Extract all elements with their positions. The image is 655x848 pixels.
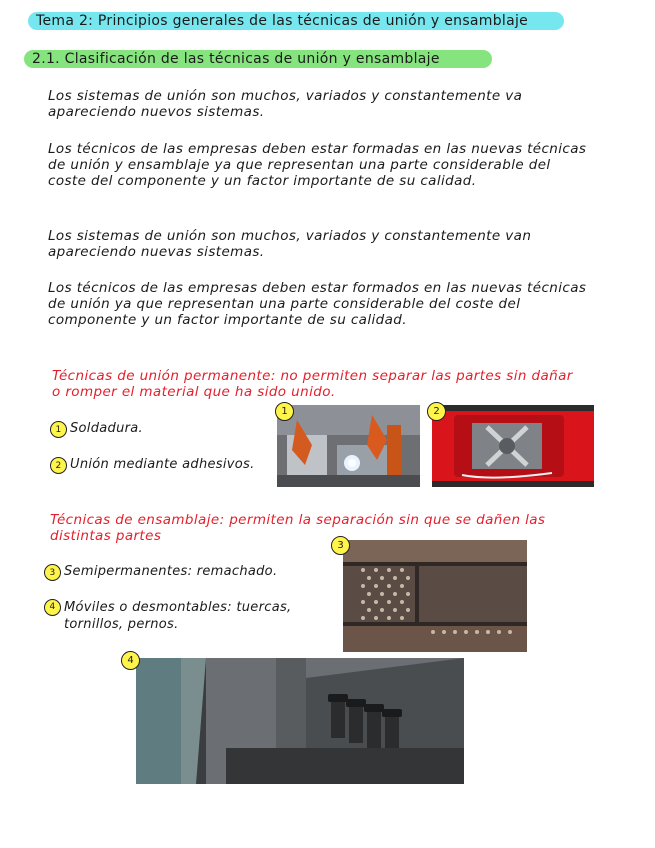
welding-robot-illustration [277, 405, 420, 487]
section-subtitle: 2.1. Clasificación de las técnicas de unión y ensamblaje [24, 50, 492, 68]
paragraph-2: Los técnicos de las empresas deben estar formadas en las nuevas técnicas de unión y ensamblaje ya que representan una parte considerable del coste del componente y un factor importante de su calidad. [48, 141, 587, 189]
number-badge: 3 [44, 564, 61, 581]
rivet-dot [393, 608, 397, 612]
item-label: Unión mediante adhesivos. [70, 457, 255, 472]
rivet-dot [380, 592, 384, 596]
rivet-dot [406, 592, 410, 596]
page-title: Tema 2: Principios generales de las técnicas de unión y ensamblaje [28, 12, 564, 30]
figure-badge: 1 [275, 402, 294, 421]
rivet-dot [367, 576, 371, 580]
figure-badge: 3 [331, 536, 350, 555]
rivet-dot [380, 608, 384, 612]
rivet-dot [406, 576, 410, 580]
list-item-adhesives [50, 457, 255, 474]
list-item-riveting [44, 564, 277, 581]
rivet-dot [497, 630, 501, 634]
rivet-dot [387, 584, 391, 588]
paragraph-1: Los sistemas de unión son muchos, variados y constantemente va apareciendo nuevos sistemas. [48, 88, 523, 120]
riveted-plate-illustration [343, 540, 527, 652]
rivet-dot [367, 592, 371, 596]
rivet-dot [400, 584, 404, 588]
figure-badge: 4 [121, 651, 140, 670]
rivet-dot [400, 600, 404, 604]
bolts-image [136, 658, 464, 784]
rivet-dot [374, 584, 378, 588]
figure-badge: 2 [427, 402, 446, 421]
rivet-dot [361, 600, 365, 604]
rivet-dot [400, 616, 404, 620]
rivet-dot [453, 630, 457, 634]
rivet-dot [361, 584, 365, 588]
rivet-dot [464, 630, 468, 634]
rivet-dot [442, 630, 446, 634]
rivet-dot [393, 592, 397, 596]
rivet-dot [374, 616, 378, 620]
item-label: Soldadura. [70, 421, 143, 436]
rivet-dot [361, 616, 365, 620]
car-door-adhesive-image [432, 405, 594, 487]
rivet-dot [486, 630, 490, 634]
paragraph-4: Los técnicos de las empresas deben estar formados en las nuevas técnicas de unión ya que representan una parte considerable del coste del componente y un factor importante de su calidad. [48, 280, 587, 328]
number-badge: 4 [44, 599, 61, 616]
list-item-welding [50, 421, 143, 438]
rivet-dot [393, 576, 397, 580]
assembly-heading: Técnicas de ensamblaje: permiten la separación sin que se dañen las distintas partes [50, 512, 546, 544]
item-label: Móviles o desmontables: tuercas, tornillos, pernos. [64, 600, 292, 632]
welding-robot-image [277, 405, 420, 487]
rivet-dot [367, 608, 371, 612]
bolts-illustration [136, 658, 464, 784]
item-label: Semipermanentes: remachado. [64, 564, 278, 579]
rivet-dot [387, 616, 391, 620]
rivet-dot [374, 600, 378, 604]
car-door-illustration [432, 405, 594, 487]
riveted-plate-image [343, 540, 527, 652]
rivet-dot [431, 630, 435, 634]
paragraph-3: Los sistemas de unión son muchos, variados y constantemente van apareciendo nuevas sistemas. [48, 228, 532, 260]
number-badge: 1 [50, 421, 67, 438]
rivet-dot [475, 630, 479, 634]
rivet-dot [387, 568, 391, 572]
rivet-dot [508, 630, 512, 634]
rivet-dot [387, 600, 391, 604]
list-item-removable [44, 599, 314, 633]
rivet-dot [380, 576, 384, 580]
rivet-dot [400, 568, 404, 572]
rivet-dot [361, 568, 365, 572]
rivet-dot [406, 608, 410, 612]
permanent-heading: Técnicas de unión permanente: no permiten separar las partes sin dañar o romper el material que ha sido unido. [52, 368, 573, 400]
number-badge: 2 [50, 457, 67, 474]
rivet-dot [374, 568, 378, 572]
